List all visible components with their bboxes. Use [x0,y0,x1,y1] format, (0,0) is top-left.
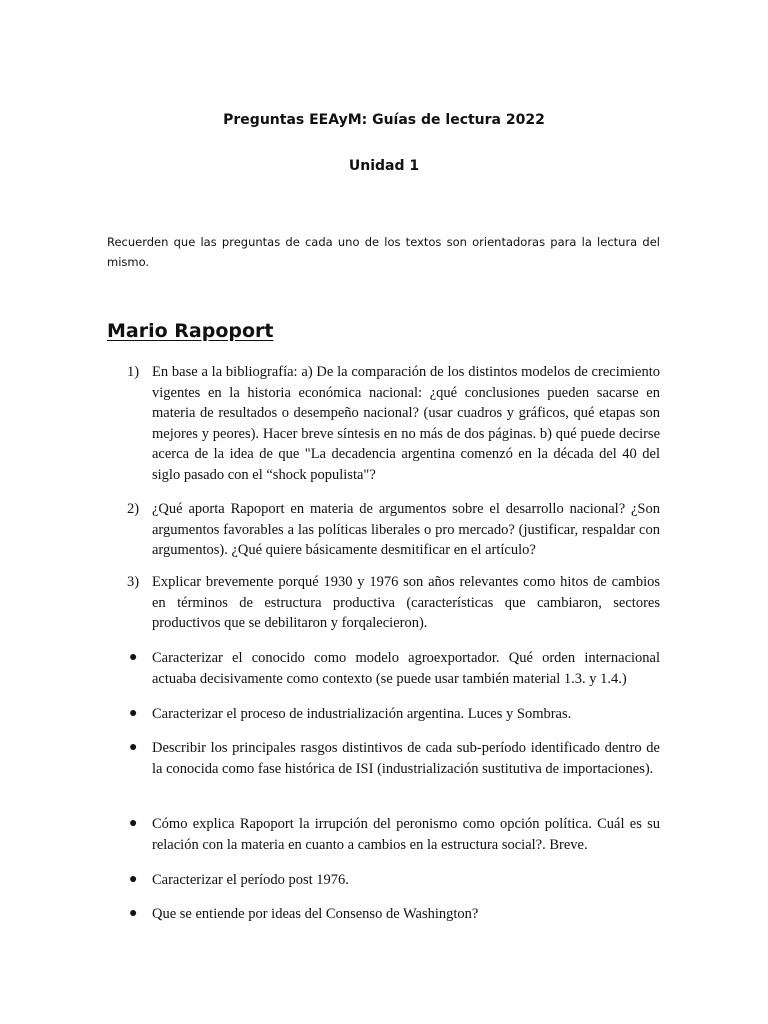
bullet-icon: ● [129,740,138,755]
bullet-icon: ● [129,816,138,831]
question-text: En base a la bibliografía: a) De la comparación de los distintos modelos de crecimiento vigentes en la historia económica nacional: ¿qué conclusiones pueden sacarse en materia de resultados o desempeño nacional? (usar cuadros y gráficos, qué etapas son mejores y peores). Hacer breve síntesis en no más de dos páginas. b) qué puede decirse acerca de la idea de que "La decadencia argentina comenzó en la década del 40 del siglo pasado con el “shock populista"? [152,364,660,483]
question-text: Caracterizar el período post 1976. [152,872,349,888]
bullet-icon: ● [129,650,138,665]
unit-heading: Unidad 1 [348,158,420,174]
question-number: 2) [127,501,140,517]
document-title: Preguntas EEAyM: Guías de lectura 2022 [223,112,545,128]
section-heading-author: Mario Rapoport [107,320,274,342]
question-text: Que se entiende por ideas del Consenso de Washington? [152,906,479,922]
question-text: Caracterizar el proceso de industrialización argentina. Luces y Sombras. [152,706,572,722]
question-text: Cómo explica Rapoport la irrupción del peronismo como opción política. Cuál es su relación con la materia en cuanto a cambios en la estructura social?. Breve. [152,816,660,853]
bullet-icon: ● [129,906,138,921]
question-text: Explicar brevemente porqué 1930 y 1976 son años relevantes como hitos de cambios en términos de estructura productiva (características que cambiaron, sectores productivos que se debilitaron y forqalecieron). [152,574,660,631]
question-text: Caracterizar el conocido como modelo agroexportador. Qué orden internacional actuaba decisivamente como contexto (se puede usar también material 1.3. y 1.4.) [152,650,660,687]
question-text: ¿Qué aporta Rapoport en materia de argumentos sobre el desarrollo nacional? ¿Son argumentos favorables a las políticas liberales o pro mercado? (justificar, respaldar con argumentos). ¿Qué quiere básicamente desmitificar en el artículo? [152,501,660,558]
question-number: 1) [127,364,140,380]
question-text: Describir los principales rasgos distintivos de cada sub-período identificado dentro de la conocida como fase histórica de ISI (industrialización sustitutiva de importaciones). [152,740,660,777]
intro-paragraph: Recuerden que las preguntas de cada uno de los textos son orientadoras para la lectura del mismo. [107,235,660,269]
bullet-icon: ● [129,706,138,721]
question-number: 3) [127,574,140,590]
bullet-icon: ● [129,872,138,887]
